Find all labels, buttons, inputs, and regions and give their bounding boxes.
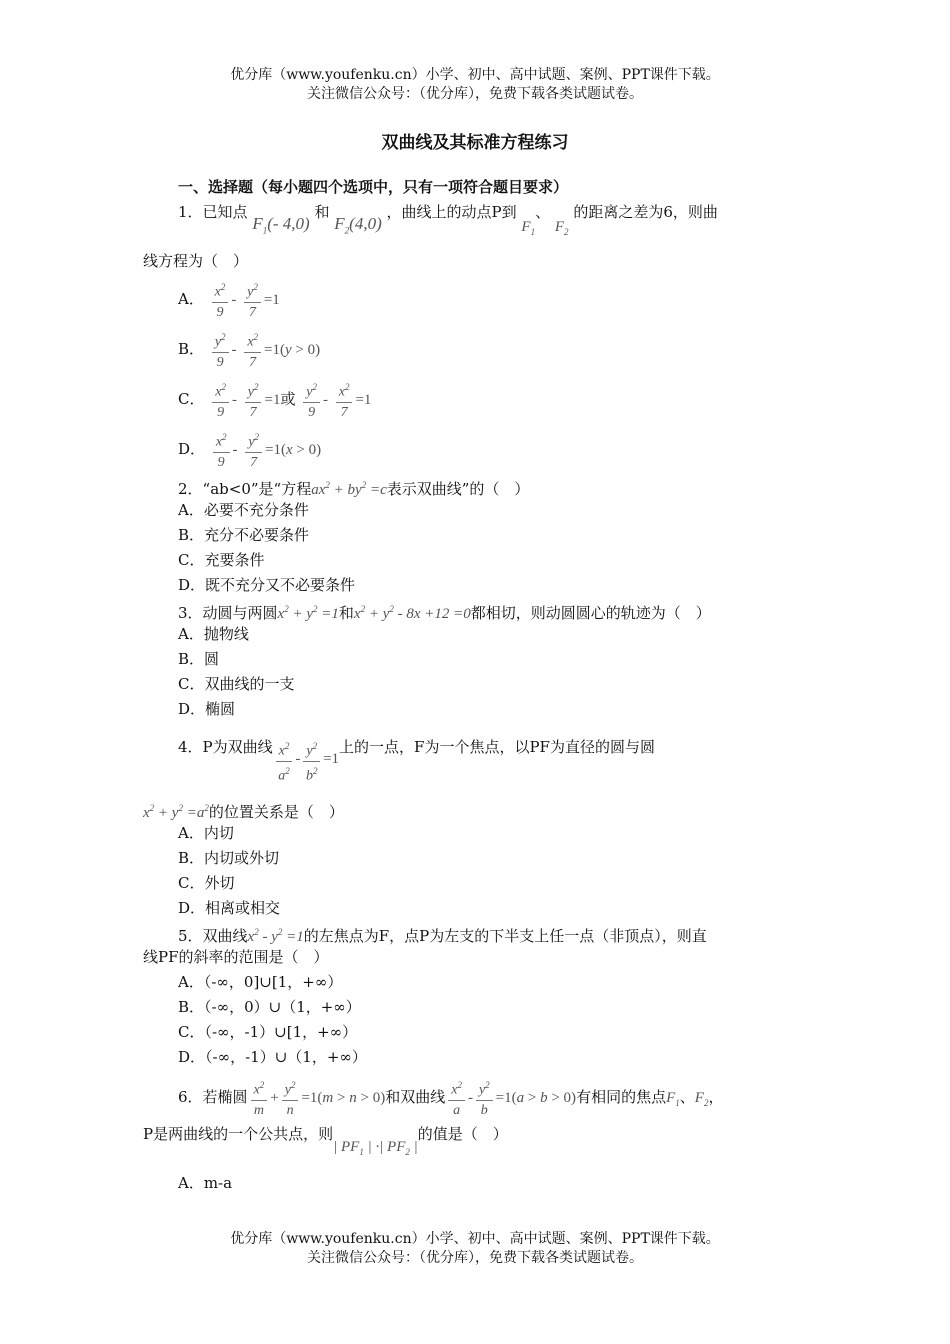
question-1-option-c: C． $\frac{x^2}{9}$ - $\frac{y^2}{7}$ =1或 $\frac{y^2}{9}$ - $\frac{x^2}{7}$ =1 — [178, 378, 371, 422]
question-6-option-a: A．m-a — [178, 1174, 233, 1192]
question-3-stem: 3．动圆与两圆$x^2 + y^2 =1$和$x^2 + y^2 - 8x +12 =0$都相切，则动圆圆心的轨迹为（ ） — [178, 604, 711, 622]
question-5-option-c: C．（-∞，-1）∪[1，+∞） — [178, 1023, 358, 1041]
question-1-stem-cont: 线方程为（ ） — [143, 252, 249, 270]
question-1-stem: 1．已知点 $F_1(-$ 4,0) 和 $F_2(4,0)$ ，曲线上的动点P到 $F_1$、 $F_2$ 的距离之差为6，则曲 — [178, 203, 718, 237]
question-3-option-c: C．双曲线的一支 — [178, 675, 295, 693]
question-5-option-d: D．（-∞，-1）∪（1，+∞） — [178, 1048, 367, 1066]
question-1-option-b: B． $\frac{y^2}{9}$ - $\frac{x^2}{7}$ =1(y > 0) — [178, 328, 320, 372]
question-2-option-b: B．充分不必要条件 — [178, 526, 310, 544]
question-2-option-c: C．充要条件 — [178, 551, 265, 569]
section-heading: 一、选择题（每小题四个选项中，只有一项符合题目要求） — [178, 178, 569, 196]
footer-line-2: 关注微信公众号：（优分库），免费下载各类试题试卷。 — [307, 1250, 643, 1266]
question-2-option-a: A．必要不充分条件 — [178, 501, 309, 519]
header-line-1: 优分库（www.youfenku.cn）小学、初中、高中试题、案例、PPT课件下载。 — [230, 67, 720, 83]
question-5-option-b: B．（-∞，0）∪（1，+∞） — [178, 998, 361, 1016]
page-footer — [0, 1230, 950, 1268]
question-4-stem: 4．P为双曲线 $\frac{x^2}{a^2}$ - $\frac{y^2}{b^2}$ =1上的一点，F为一个焦点，以PF为直径的圆与圆 — [178, 738, 655, 784]
question-3-option-a: A．抛物线 — [178, 625, 249, 643]
header-line-2: 关注微信公众号：（优分库），免费下载各类试题试卷。 — [307, 86, 643, 102]
question-4-option-d: D．相离或相交 — [178, 899, 281, 917]
question-4-stem-cont: $x^2 + y^2 =a^2$的位置关系是（ ） — [143, 803, 344, 821]
question-1-option-d: D． $\frac{x^2}{9}$ - $\frac{y^2}{7}$ =1(x > 0) — [178, 428, 321, 472]
question-4-option-a: A．内切 — [178, 824, 234, 842]
question-4-option-b: B．内切或外切 — [178, 849, 280, 867]
question-5-stem: 5．双曲线$x^2 - y^2 =1$的左焦点为F，点P为左支的下半支上任一点（非顶点），则直 — [178, 927, 707, 945]
page-header — [0, 66, 950, 104]
question-5-option-a: A．（-∞，0]∪[1，+∞） — [178, 973, 343, 991]
question-6-stem: 6．若椭圆 $\frac{x^2}{m}$ + $\frac{y^2}{n}$ =1(m > n > 0)和双曲线 $\frac{x^2}{a}$ - $\frac{y^2}{b}$ =1(a > b > 0)有相同的焦点$F_1$、$F_2$， — [178, 1076, 723, 1120]
question-2-stem: 2．“ab<0”是“方程$ax^2 + by^2 =c$表示双曲线”的（ ） — [178, 480, 530, 498]
question-3-option-d: D．椭圆 — [178, 700, 236, 718]
footer-line-1: 优分库（www.youfenku.cn）小学、初中、高中试题、案例、PPT课件下载。 — [230, 1231, 720, 1247]
page-title: 双曲线及其标准方程练习 — [381, 133, 569, 153]
question-6-stem-cont: P是两曲线的一个公共点，则| $PF_1$ | ·| $PF_2$ |的值是（ ） — [143, 1125, 508, 1157]
question-1-option-a: A． $\frac{x^2}{9}$ - $\frac{y^2}{7}$ =1 — [178, 278, 280, 322]
question-5-stem-cont: 线PF的斜率的范围是（ ） — [143, 948, 329, 966]
question-2-option-d: D．既不充分又不必要条件 — [178, 576, 356, 594]
question-3-option-b: B．圆 — [178, 650, 220, 668]
question-4-option-c: C．外切 — [178, 874, 235, 892]
